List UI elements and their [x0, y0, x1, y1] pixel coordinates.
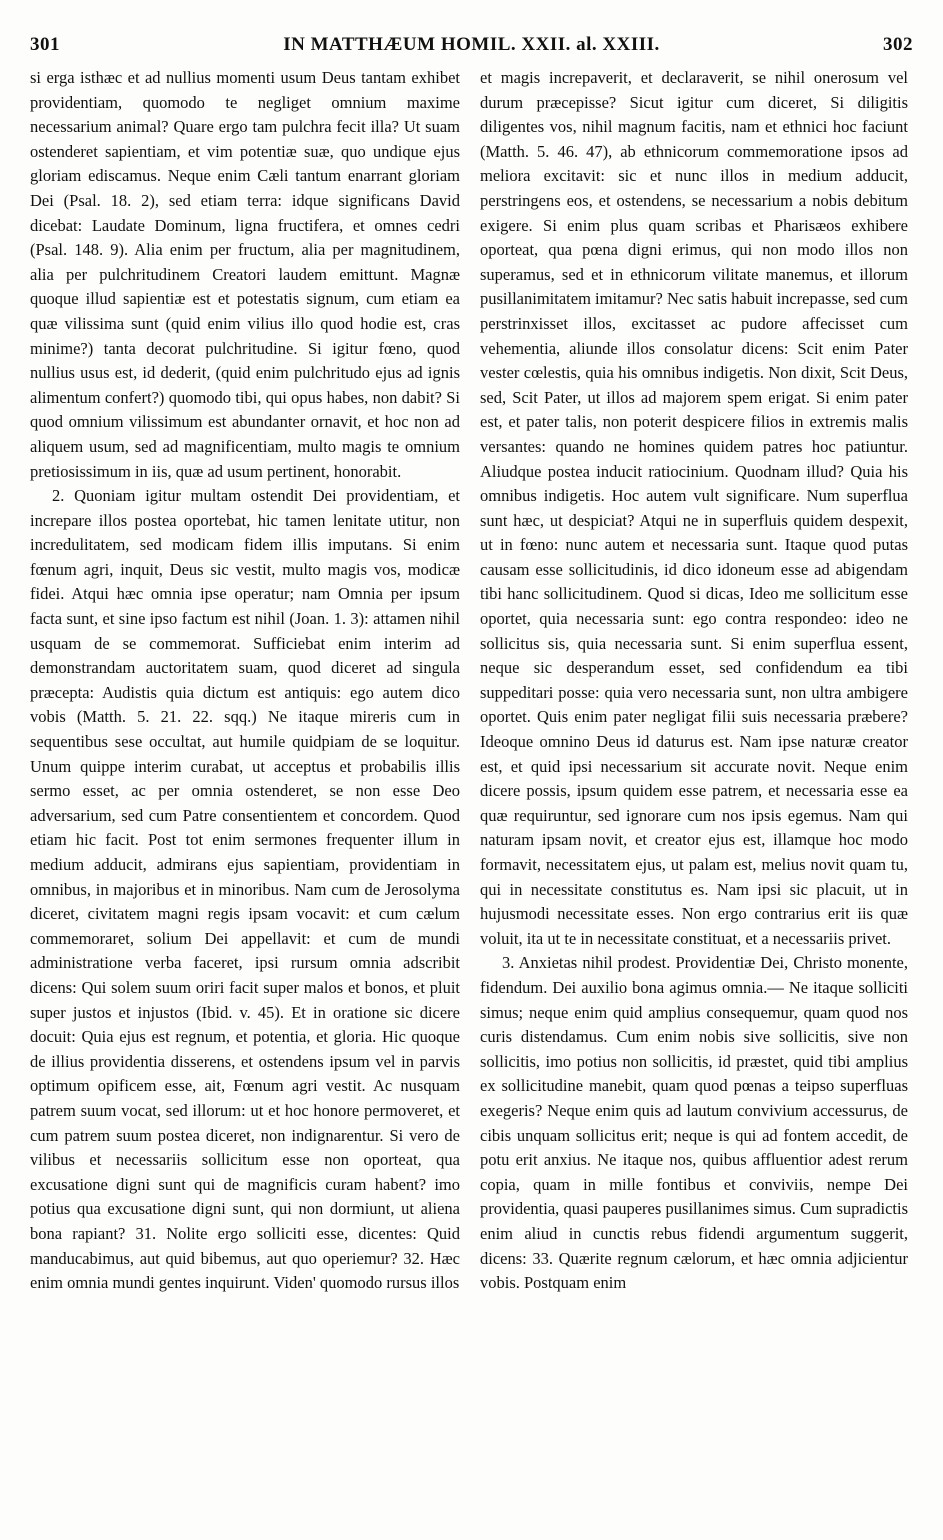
left-paragraph-2: 2. Quoniam igitur multam ostendit Dei providentiam, et increpare illos postea oportebat, hic tamen lenitate utitur, non incredulitatem, sed modicam fidem illis imputans. Si enim fœnum agri, inquit, Deus sic vestit, multo magis vos, modicæ fidei. Atqui hæc omnia ipse operatur; nam Omnia per ipsum facta sunt, et sine ipso factum est nihil (Joan. 1. 3): attamen nihil usquam de se commemorat. Sufficiebat enim interim ad demonstrandam auctoritatem suam, quod diceret ad singula præcepta: Audistis quia dictum est antiquis: ego autem dico vobis (Matth. 5. 21. 22. sqq.) Ne itaque mireris cum in sequentibus sese occultat, aut humile quidpiam de se loquitur. Unum quippe interim curabat, ut acceptus et probabilis illis sermo esset, ac per omnia ostenderet, se non esse Deo adversarium, sed cum Patre consentientem et concordem. Quod etiam hic facit. Post tot enim sermones frequenter illum in medium adducit, admirans ejus sapientiam, providentiam in omnibus, in majoribus et in minoribus. Nam cum de Jerosolyma diceret, civitatem magni regis ipsam vocavit: et cum cælum commemoraret, solium Dei appellavit: et cum de mundi administratione verba faceret, ipsi rursum omnia adscribit dicens: Qui solem suum oriri facit super malos et bonos, et pluit super justos et injustos (Ibid. v. 45). Et in oratione sic dicere docuit: Quia ejus est regnum, et potentia, et gloria. Hic quoque de illius providentia disserens, et ostendens ipsum vel in parvis optimum opificem esse, ait, Fœnum agri vestit. Ac nusquam patrem suum vocat, sed illorum: ut et hoc honore permoveret, et cum patrem suum postea diceret, non indignarentur. Si vero de vilibus et necessariis sollicitum esse non oporteat, qua excusatione digni sunt qui de magnificis curam habent? imo potius qua excusatione digni sunt, qui non dormiunt, ut aliena bona rapiant? 31. Nolite ergo solliciti esse, dicentes: Quid manducabimus, aut quid bibemus, aut quo operiemur? 32. Hæc enim omnia mundi gentes inquirunt. Viden' quomodo rursus illos — [30, 486, 460, 1293]
page-header — [30, 30, 913, 60]
right-paragraph-2: 3. Anxietas nihil prodest. Providentiæ Dei, Christo monente, fidendum. Dei auxilio bona agimus omnia.— Ne itaque solliciti simus; neque enim quid amplius consequemur, quam quod nos curis distendamus. Cum enim nobis sive sollicitis, sive non sollicitis, imo potius non sollicitis, id præstet, quid tibi amplius ex sollicitudine manebit, quam quod pœnas a teipso superfluas exegeris? Neque enim quis ad lautum convivium accessurus, de cibis unquam sollicitus erit; neque is qui ad fontem accedit, de potu erit anxius. Ne itaque nos, quibus affluentior adest rerum copia, quam in mille fontibus et conviviis, nempe Dei providentia, quasi pauperes pusillanimes simus. Cum supradictis enim aliud in cunctis rebus fidendi argumentum suggerit, dicens: 33. Quærite regnum cælorum, et hæc omnia adjicientur vobis. Postquam enim — [480, 953, 908, 1293]
page-number-right: 302 — [883, 34, 913, 55]
right-paragraph-1: et magis increpaverit, et declaraverit, se nihil onerosum vel durum præcepisse? Sicut igitur cum diceret, Si diligitis diligentes vos, nihil magnum facitis, nam et ethnici hoc faciunt (Matth. 5. 46. 47), ab ethnicorum commemoratione ipsos ad meliora excitavit: sic et nunc illos in medium adducit, perstringens eos, et ostendens, se necessarium a nobis debitum exigere. Si enim plus quam scribas et Pharisæos exhibere oporteat, qua pœna digni erimus, qui non modo illos non superamus, sed et in ethnicorum vilitate manemus, et illorum pusillanimitatem imitamur? Nec satis habuit increpasse, sed cum perstrinxisset illos, excitasset ac pudore affecisset cum vehementia, aliunde illos consolatur dicens: Scit enim Pater vester cœlestis, quia his omnibus indigetis. Non dixit, Scit Deus, sed, Scit Pater, ut illos ad majorem spem erigat. Si enim pater est, et pater talis, non poterit despicere filios in extremis malis versantes: quando ne homines quidem patres hoc patiuntur. Aliudque postea inducit ratiocinium. Quodnam illud? Quia his omnibus indigetis. Hoc autem vult significare. Num superflua sunt hæc, ut despiciat? Atqui ne in superfluis quidem despexit, ut in fœno: nunc autem et necessaria sunt. Itaque quod putas causam esse sollicitudinis, id dico idoneum esse ad abigendam tibi hanc sollicitudinem. Quod si dicas, Ideo me sollicitum esse oportet, quia necessaria sunt: ego contra respondeo: ideo ne sollicitus sis, quia necessaria sunt. Si enim superflua essent, neque sic desperandum esset, sed confidendum ea tibi suppeditari posse: quia vero necessaria sunt, non ultra ambigere oportet. Quis enim pater negligat filii suis necessaria præbere? Ideoque omnino Deus id daturus est. Nam ipse naturæ creator est, et quid ipsi necessarium sit accurate novit. Neque enim dicere possis, ipsum quidem esse patrem, et necessaria esse ea quæ requiruntur, sed ignorare cum nos ipsis egemus. Nam qui naturam ipsam novit, et creator ejus est, illamque hoc modo formavit, necessitatem ejus, ut palam est, melius novit quam tu, qui in necessitate constitutus es. Nam ipsi sic placuit, ut in hujusmodi necessitate esses. Non ergo contrarius erit iis quæ voluit, ita ut te in necessitate constituat, et a necessariis privet. — [480, 68, 908, 948]
left-column — [30, 66, 460, 1506]
right-column — [480, 66, 908, 1506]
running-title: IN MATTHÆUM HOMIL. XXII. al. XXIII. — [283, 34, 660, 55]
left-paragraph-1: si erga isthæc et ad nullius momenti usum Deus tantam exhibet providentiam, quomodo te negliget omnium maxime necessarium animal? Quare ergo tam pulchra fecit illa? Ut suam ostenderet sapientiam, et vim potentiæ suæ, quo undique ejus gloriam ediscamus. Neque enim Cæli tantum enarrant gloriam Dei (Psal. 18. 2), sed etiam terra: idque significans David dicebat: Laudate Dominum, ligna fructifera, et omnes cedri (Psal. 148. 9). Alia enim per fructum, alia per magnitudinem, alia per pulchritudinem Creatori laudem emittunt. Magnæ quoque illud sapientiæ est et potestatis signum, cum etiam ea quæ vilissima sunt (quid enim vilius illo quod hodie est, cras minime?) tanta decorat pulchritudine. Si igitur fœno, quod nullius usus est, id dederit, (quid enim pulchritudo ejus ad ignis alimentum confert?) quomodo tibi, qui opus habes, non dabit? Si quod omnium vilissimum est abundanter ornavit, et hoc non ad aliquem usum, sed ad magnificentiam, multo magis te omnium pretiosissimum in iis, quæ ad usum pertinent, honorabit. — [30, 68, 460, 481]
page-number-left: 301 — [30, 34, 60, 55]
